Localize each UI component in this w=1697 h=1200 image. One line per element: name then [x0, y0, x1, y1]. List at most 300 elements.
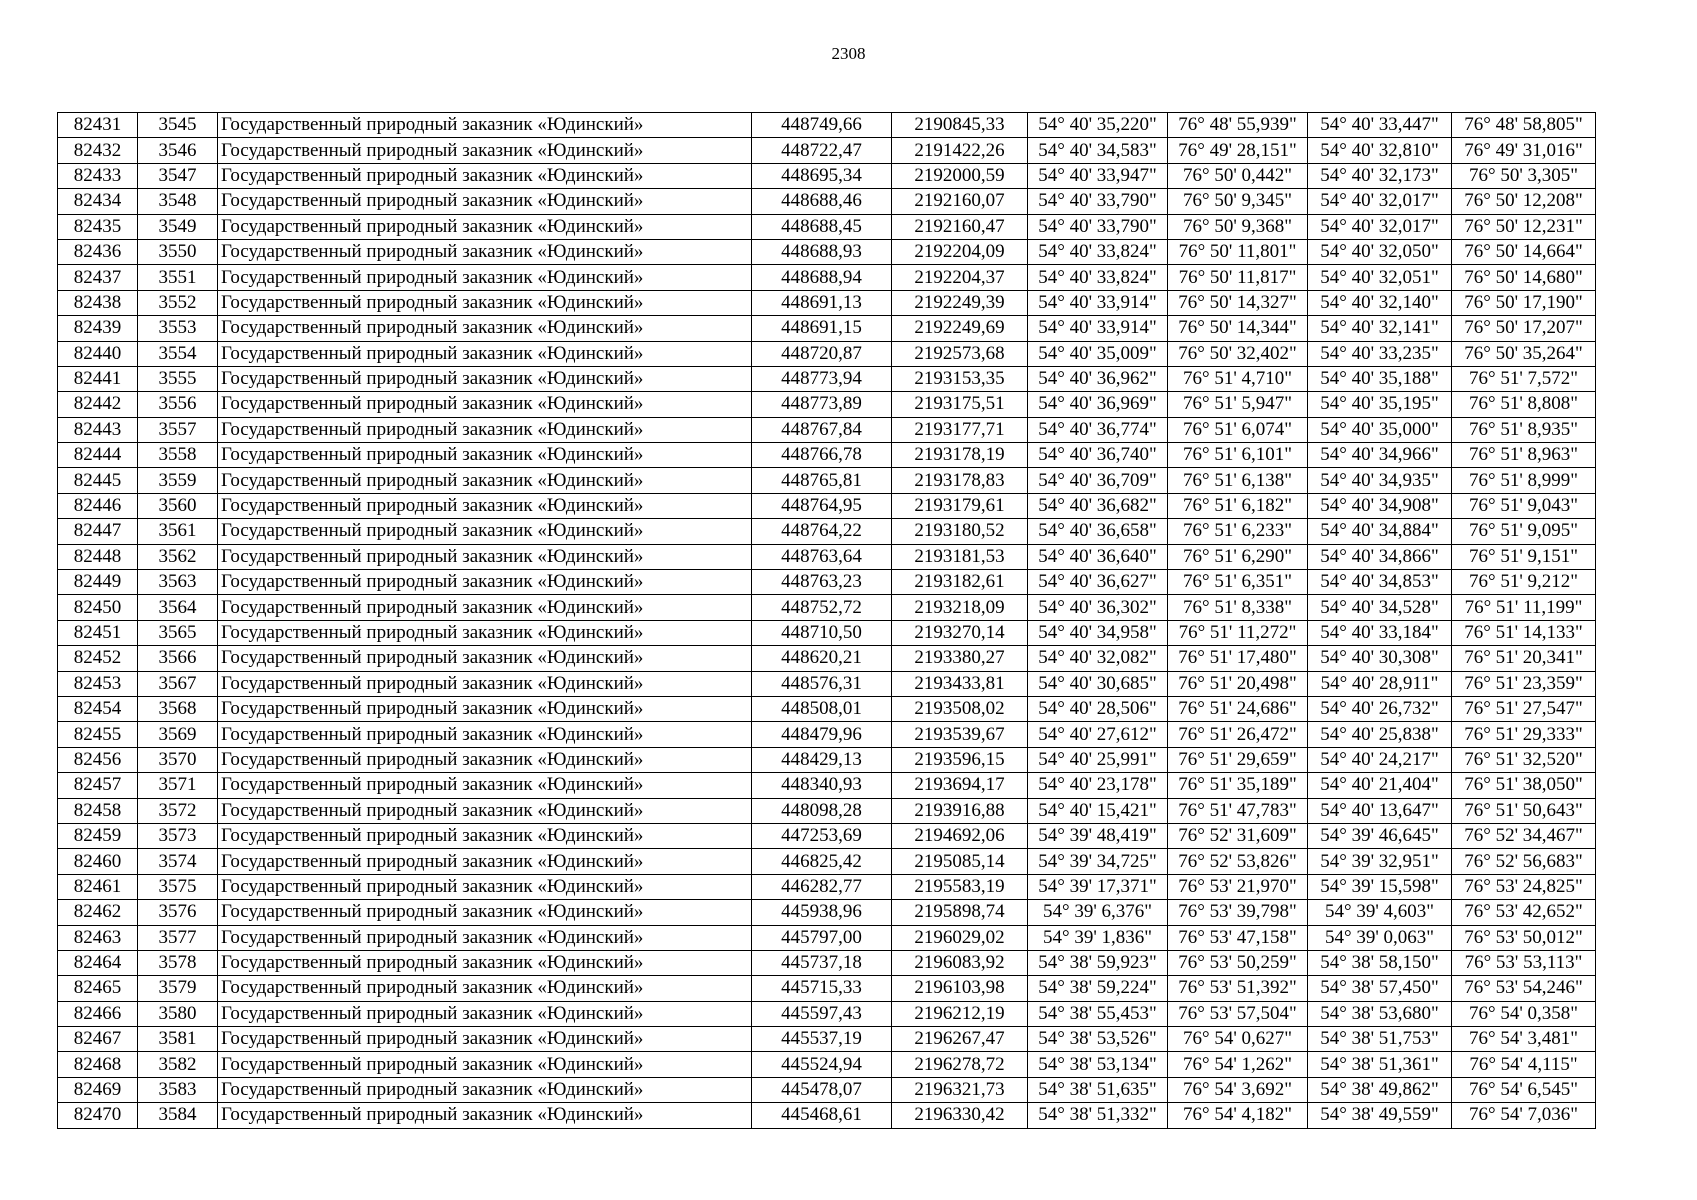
latitude-2-cell: 54° 40' 34,908": [1308, 493, 1452, 518]
longitude-2-cell: 76° 52' 34,467": [1452, 823, 1596, 848]
latitude-1-cell: 54° 40' 27,612": [1028, 722, 1168, 747]
longitude-1-cell: 76° 54' 0,627": [1168, 1027, 1308, 1052]
coord-y-cell: 2196029,02: [892, 925, 1028, 950]
latitude-2-cell: 54° 39' 32,951": [1308, 849, 1452, 874]
longitude-2-cell: 76° 51' 9,212": [1452, 570, 1596, 595]
latitude-2-cell: 54° 40' 34,866": [1308, 544, 1452, 569]
longitude-2-cell: 76° 51' 8,808": [1452, 392, 1596, 417]
row-number-cell: 82449: [58, 570, 138, 595]
longitude-2-cell: 76° 49' 31,016": [1452, 138, 1596, 163]
latitude-1-cell: 54° 40' 36,774": [1028, 417, 1168, 442]
coord-y-cell: 2193180,52: [892, 519, 1028, 544]
coord-y-cell: 2192204,09: [892, 239, 1028, 264]
longitude-1-cell: 76° 54' 3,692": [1168, 1077, 1308, 1102]
table-row: [58, 214, 1596, 239]
coord-x-cell: 448710,50: [752, 620, 892, 645]
page-number: 2308: [831, 44, 866, 63]
territory-name-cell: Государственный природный заказник «Юдинский»: [218, 493, 752, 518]
coord-x-cell: 448691,15: [752, 316, 892, 341]
latitude-2-cell: 54° 40' 33,184": [1308, 620, 1452, 645]
longitude-2-cell: 76° 53' 42,652": [1452, 900, 1596, 925]
latitude-2-cell: 54° 40' 32,140": [1308, 290, 1452, 315]
longitude-2-cell: 76° 51' 50,643": [1452, 798, 1596, 823]
latitude-1-cell: 54° 40' 36,740": [1028, 443, 1168, 468]
point-number-cell: 3583: [138, 1077, 218, 1102]
coord-y-cell: 2192000,59: [892, 163, 1028, 188]
territory-name-cell: Государственный природный заказник «Юдинский»: [218, 747, 752, 772]
coord-x-cell: 448773,89: [752, 392, 892, 417]
row-number-cell: 82459: [58, 823, 138, 848]
longitude-2-cell: 76° 51' 27,547": [1452, 696, 1596, 721]
longitude-1-cell: 76° 51' 6,290": [1168, 544, 1308, 569]
longitude-1-cell: 76° 52' 53,826": [1168, 849, 1308, 874]
territory-name-cell: Государственный природный заказник «Юдинский»: [218, 544, 752, 569]
coord-y-cell: 2196330,42: [892, 1103, 1028, 1128]
table-row: [58, 113, 1596, 138]
territory-name-cell: Государственный природный заказник «Юдинский»: [218, 823, 752, 848]
table-row: [58, 417, 1596, 442]
latitude-1-cell: 54° 39' 48,419": [1028, 823, 1168, 848]
territory-name-cell: Государственный природный заказник «Юдинский»: [218, 874, 752, 899]
row-number-cell: 82444: [58, 443, 138, 468]
latitude-2-cell: 54° 40' 34,935": [1308, 468, 1452, 493]
latitude-2-cell: 54° 40' 28,911": [1308, 671, 1452, 696]
row-number-cell: 82461: [58, 874, 138, 899]
latitude-2-cell: 54° 38' 57,450": [1308, 976, 1452, 1001]
coord-x-cell: 445737,18: [752, 950, 892, 975]
coord-y-cell: 2193182,61: [892, 570, 1028, 595]
point-number-cell: 3580: [138, 1001, 218, 1026]
territory-name-cell: Государственный природный заказник «Юдинский»: [218, 113, 752, 138]
latitude-2-cell: 54° 40' 35,195": [1308, 392, 1452, 417]
row-number-cell: 82462: [58, 900, 138, 925]
coord-y-cell: 2193916,88: [892, 798, 1028, 823]
coord-y-cell: 2192204,37: [892, 265, 1028, 290]
coord-x-cell: 448688,46: [752, 189, 892, 214]
point-number-cell: 3569: [138, 722, 218, 747]
row-number-cell: 82443: [58, 417, 138, 442]
latitude-2-cell: 54° 40' 21,404": [1308, 773, 1452, 798]
coord-y-cell: 2193433,81: [892, 671, 1028, 696]
latitude-1-cell: 54° 40' 34,958": [1028, 620, 1168, 645]
longitude-1-cell: 76° 51' 6,182": [1168, 493, 1308, 518]
coord-y-cell: 2196321,73: [892, 1077, 1028, 1102]
table-row: [58, 722, 1596, 747]
coord-x-cell: 448691,13: [752, 290, 892, 315]
territory-name-cell: Государственный природный заказник «Юдинский»: [218, 443, 752, 468]
coordinates-table: [57, 112, 1596, 1129]
point-number-cell: 3579: [138, 976, 218, 1001]
coord-y-cell: 2193508,02: [892, 696, 1028, 721]
territory-name-cell: Государственный природный заказник «Юдинский»: [218, 214, 752, 239]
point-number-cell: 3559: [138, 468, 218, 493]
latitude-1-cell: 54° 40' 36,302": [1028, 595, 1168, 620]
coord-y-cell: 2195898,74: [892, 900, 1028, 925]
longitude-2-cell: 76° 51' 14,133": [1452, 620, 1596, 645]
point-number-cell: 3578: [138, 950, 218, 975]
latitude-1-cell: 54° 38' 53,134": [1028, 1052, 1168, 1077]
point-number-cell: 3565: [138, 620, 218, 645]
point-number-cell: 3556: [138, 392, 218, 417]
table-row: [58, 1103, 1596, 1128]
coord-y-cell: 2193175,51: [892, 392, 1028, 417]
longitude-1-cell: 76° 51' 35,189": [1168, 773, 1308, 798]
longitude-2-cell: 76° 54' 7,036": [1452, 1103, 1596, 1128]
table-row: [58, 950, 1596, 975]
latitude-1-cell: 54° 38' 55,453": [1028, 1001, 1168, 1026]
point-number-cell: 3549: [138, 214, 218, 239]
longitude-1-cell: 76° 50' 9,368": [1168, 214, 1308, 239]
longitude-2-cell: 76° 54' 0,358": [1452, 1001, 1596, 1026]
territory-name-cell: Государственный природный заказник «Юдинский»: [218, 696, 752, 721]
coord-y-cell: 2193178,19: [892, 443, 1028, 468]
latitude-1-cell: 54° 40' 35,220": [1028, 113, 1168, 138]
longitude-1-cell: 76° 51' 20,498": [1168, 671, 1308, 696]
point-number-cell: 3560: [138, 493, 218, 518]
row-number-cell: 82466: [58, 1001, 138, 1026]
longitude-2-cell: 76° 53' 50,012": [1452, 925, 1596, 950]
latitude-1-cell: 54° 40' 34,583": [1028, 138, 1168, 163]
latitude-2-cell: 54° 40' 34,853": [1308, 570, 1452, 595]
table-row: [58, 163, 1596, 188]
coord-x-cell: 448722,47: [752, 138, 892, 163]
territory-name-cell: Государственный природный заказник «Юдинский»: [218, 163, 752, 188]
longitude-1-cell: 76° 54' 4,182": [1168, 1103, 1308, 1128]
coord-y-cell: 2195583,19: [892, 874, 1028, 899]
latitude-1-cell: 54° 39' 17,371": [1028, 874, 1168, 899]
latitude-1-cell: 54° 40' 33,790": [1028, 214, 1168, 239]
point-number-cell: 3564: [138, 595, 218, 620]
territory-name-cell: Государственный природный заказник «Юдинский»: [218, 646, 752, 671]
row-number-cell: 82450: [58, 595, 138, 620]
latitude-1-cell: 54° 38' 53,526": [1028, 1027, 1168, 1052]
point-number-cell: 3567: [138, 671, 218, 696]
coord-y-cell: 2193153,35: [892, 366, 1028, 391]
coord-x-cell: 448763,64: [752, 544, 892, 569]
table-row: [58, 316, 1596, 341]
coord-y-cell: 2196103,98: [892, 976, 1028, 1001]
territory-name-cell: Государственный природный заказник «Юдинский»: [218, 1077, 752, 1102]
longitude-2-cell: 76° 50' 12,208": [1452, 189, 1596, 214]
table-row: [58, 239, 1596, 264]
row-number-cell: 82457: [58, 773, 138, 798]
longitude-1-cell: 76° 53' 21,970": [1168, 874, 1308, 899]
latitude-1-cell: 54° 40' 15,421": [1028, 798, 1168, 823]
coord-x-cell: 445797,00: [752, 925, 892, 950]
longitude-2-cell: 76° 51' 38,050": [1452, 773, 1596, 798]
territory-name-cell: Государственный природный заказник «Юдинский»: [218, 392, 752, 417]
latitude-1-cell: 54° 39' 1,836": [1028, 925, 1168, 950]
coord-y-cell: 2192160,07: [892, 189, 1028, 214]
territory-name-cell: Государственный природный заказник «Юдинский»: [218, 189, 752, 214]
row-number-cell: 82467: [58, 1027, 138, 1052]
coord-y-cell: 2196212,19: [892, 1001, 1028, 1026]
point-number-cell: 3551: [138, 265, 218, 290]
row-number-cell: 82439: [58, 316, 138, 341]
row-number-cell: 82451: [58, 620, 138, 645]
latitude-1-cell: 54° 39' 6,376": [1028, 900, 1168, 925]
coord-x-cell: 448340,93: [752, 773, 892, 798]
latitude-2-cell: 54° 40' 34,528": [1308, 595, 1452, 620]
coord-x-cell: 448752,72: [752, 595, 892, 620]
table-row: [58, 900, 1596, 925]
longitude-1-cell: 76° 51' 6,101": [1168, 443, 1308, 468]
territory-name-cell: Государственный природный заказник «Юдинский»: [218, 417, 752, 442]
latitude-1-cell: 54° 39' 34,725": [1028, 849, 1168, 874]
latitude-2-cell: 54° 38' 51,361": [1308, 1052, 1452, 1077]
longitude-1-cell: 76° 51' 6,074": [1168, 417, 1308, 442]
point-number-cell: 3568: [138, 696, 218, 721]
latitude-1-cell: 54° 40' 33,947": [1028, 163, 1168, 188]
table-row: [58, 1001, 1596, 1026]
longitude-2-cell: 76° 50' 35,264": [1452, 341, 1596, 366]
latitude-2-cell: 54° 40' 32,810": [1308, 138, 1452, 163]
table-row: [58, 468, 1596, 493]
coord-x-cell: 448479,96: [752, 722, 892, 747]
longitude-1-cell: 76° 51' 11,272": [1168, 620, 1308, 645]
longitude-1-cell: 76° 51' 5,947": [1168, 392, 1308, 417]
latitude-1-cell: 54° 40' 28,506": [1028, 696, 1168, 721]
point-number-cell: 3581: [138, 1027, 218, 1052]
longitude-2-cell: 76° 51' 29,333": [1452, 722, 1596, 747]
latitude-2-cell: 54° 38' 51,753": [1308, 1027, 1452, 1052]
coord-x-cell: 448429,13: [752, 747, 892, 772]
row-number-cell: 82447: [58, 519, 138, 544]
coord-y-cell: 2196278,72: [892, 1052, 1028, 1077]
coord-x-cell: 445938,96: [752, 900, 892, 925]
point-number-cell: 3570: [138, 747, 218, 772]
coord-x-cell: 447253,69: [752, 823, 892, 848]
coord-y-cell: 2193596,15: [892, 747, 1028, 772]
latitude-2-cell: 54° 38' 53,680": [1308, 1001, 1452, 1026]
point-number-cell: 3574: [138, 849, 218, 874]
row-number-cell: 82463: [58, 925, 138, 950]
latitude-2-cell: 54° 40' 26,732": [1308, 696, 1452, 721]
table-row: [58, 519, 1596, 544]
point-number-cell: 3555: [138, 366, 218, 391]
table-row: [58, 671, 1596, 696]
coord-x-cell: 448688,93: [752, 239, 892, 264]
coord-x-cell: 448576,31: [752, 671, 892, 696]
longitude-1-cell: 76° 48' 55,939": [1168, 113, 1308, 138]
row-number-cell: 82434: [58, 189, 138, 214]
latitude-2-cell: 54° 40' 32,050": [1308, 239, 1452, 264]
table-row: [58, 290, 1596, 315]
row-number-cell: 82470: [58, 1103, 138, 1128]
table-row: [58, 341, 1596, 366]
longitude-1-cell: 76° 50' 11,801": [1168, 239, 1308, 264]
territory-name-cell: Государственный природный заказник «Юдинский»: [218, 570, 752, 595]
coord-y-cell: 2196083,92: [892, 950, 1028, 975]
latitude-2-cell: 54° 40' 35,000": [1308, 417, 1452, 442]
territory-name-cell: Государственный природный заказник «Юдинский»: [218, 468, 752, 493]
point-number-cell: 3566: [138, 646, 218, 671]
point-number-cell: 3577: [138, 925, 218, 950]
longitude-2-cell: 76° 51' 7,572": [1452, 366, 1596, 391]
row-number-cell: 82440: [58, 341, 138, 366]
latitude-2-cell: 54° 40' 35,188": [1308, 366, 1452, 391]
territory-name-cell: Государственный природный заказник «Юдинский»: [218, 290, 752, 315]
coord-x-cell: 445524,94: [752, 1052, 892, 1077]
longitude-1-cell: 76° 51' 17,480": [1168, 646, 1308, 671]
longitude-2-cell: 76° 50' 14,664": [1452, 239, 1596, 264]
longitude-2-cell: 76° 51' 8,963": [1452, 443, 1596, 468]
longitude-2-cell: 76° 53' 54,246": [1452, 976, 1596, 1001]
longitude-2-cell: 76° 51' 20,341": [1452, 646, 1596, 671]
latitude-2-cell: 54° 40' 24,217": [1308, 747, 1452, 772]
coord-x-cell: 445597,43: [752, 1001, 892, 1026]
latitude-1-cell: 54° 40' 36,658": [1028, 519, 1168, 544]
longitude-1-cell: 76° 50' 0,442": [1168, 163, 1308, 188]
point-number-cell: 3553: [138, 316, 218, 341]
coord-y-cell: 2193179,61: [892, 493, 1028, 518]
longitude-2-cell: 76° 52' 56,683": [1452, 849, 1596, 874]
coord-x-cell: 445715,33: [752, 976, 892, 1001]
point-number-cell: 3563: [138, 570, 218, 595]
longitude-2-cell: 76° 50' 14,680": [1452, 265, 1596, 290]
latitude-1-cell: 54° 40' 33,824": [1028, 239, 1168, 264]
point-number-cell: 3584: [138, 1103, 218, 1128]
coord-y-cell: 2193694,17: [892, 773, 1028, 798]
territory-name-cell: Государственный природный заказник «Юдинский»: [218, 341, 752, 366]
row-number-cell: 82452: [58, 646, 138, 671]
table-row: [58, 544, 1596, 569]
coord-y-cell: 2193181,53: [892, 544, 1028, 569]
latitude-2-cell: 54° 39' 4,603": [1308, 900, 1452, 925]
coord-x-cell: 448763,23: [752, 570, 892, 595]
latitude-2-cell: 54° 39' 0,063": [1308, 925, 1452, 950]
territory-name-cell: Государственный природный заказник «Юдинский»: [218, 925, 752, 950]
territory-name-cell: Государственный природный заказник «Юдинский»: [218, 1027, 752, 1052]
point-number-cell: 3554: [138, 341, 218, 366]
latitude-1-cell: 54° 38' 59,923": [1028, 950, 1168, 975]
row-number-cell: 82441: [58, 366, 138, 391]
longitude-1-cell: 76° 51' 8,338": [1168, 595, 1308, 620]
table-row: [58, 773, 1596, 798]
territory-name-cell: Государственный природный заказник «Юдинский»: [218, 595, 752, 620]
coord-y-cell: 2193177,71: [892, 417, 1028, 442]
row-number-cell: 82465: [58, 976, 138, 1001]
longitude-1-cell: 76° 51' 6,233": [1168, 519, 1308, 544]
longitude-1-cell: 76° 53' 39,798": [1168, 900, 1308, 925]
longitude-2-cell: 76° 50' 3,305": [1452, 163, 1596, 188]
latitude-2-cell: 54° 40' 32,017": [1308, 214, 1452, 239]
row-number-cell: 82446: [58, 493, 138, 518]
latitude-2-cell: 54° 38' 58,150": [1308, 950, 1452, 975]
longitude-1-cell: 76° 51' 47,783": [1168, 798, 1308, 823]
territory-name-cell: Государственный природный заказник «Юдинский»: [218, 138, 752, 163]
coord-x-cell: 448098,28: [752, 798, 892, 823]
latitude-1-cell: 54° 40' 33,824": [1028, 265, 1168, 290]
coord-x-cell: 446282,77: [752, 874, 892, 899]
longitude-1-cell: 76° 50' 32,402": [1168, 341, 1308, 366]
territory-name-cell: Государственный природный заказник «Юдинский»: [218, 671, 752, 696]
longitude-2-cell: 76° 54' 6,545": [1452, 1077, 1596, 1102]
longitude-1-cell: 76° 51' 6,351": [1168, 570, 1308, 595]
row-number-cell: 82455: [58, 722, 138, 747]
longitude-2-cell: 76° 51' 8,999": [1452, 468, 1596, 493]
longitude-2-cell: 76° 51' 9,151": [1452, 544, 1596, 569]
territory-name-cell: Государственный природный заказник «Юдинский»: [218, 1001, 752, 1026]
territory-name-cell: Государственный природный заказник «Юдинский»: [218, 798, 752, 823]
row-number-cell: 82456: [58, 747, 138, 772]
longitude-1-cell: 76° 50' 11,817": [1168, 265, 1308, 290]
table-row: [58, 620, 1596, 645]
territory-name-cell: Государственный природный заказник «Юдинский»: [218, 366, 752, 391]
row-number-cell: 82453: [58, 671, 138, 696]
point-number-cell: 3573: [138, 823, 218, 848]
row-number-cell: 82438: [58, 290, 138, 315]
longitude-1-cell: 76° 51' 26,472": [1168, 722, 1308, 747]
table-row: [58, 570, 1596, 595]
row-number-cell: 82433: [58, 163, 138, 188]
latitude-1-cell: 54° 38' 51,635": [1028, 1077, 1168, 1102]
coord-x-cell: 448766,78: [752, 443, 892, 468]
coord-x-cell: 448765,81: [752, 468, 892, 493]
latitude-2-cell: 54° 38' 49,559": [1308, 1103, 1452, 1128]
longitude-1-cell: 76° 51' 6,138": [1168, 468, 1308, 493]
longitude-1-cell: 76° 53' 50,259": [1168, 950, 1308, 975]
latitude-2-cell: 54° 40' 34,884": [1308, 519, 1452, 544]
latitude-1-cell: 54° 40' 32,082": [1028, 646, 1168, 671]
table-row: [58, 138, 1596, 163]
longitude-1-cell: 76° 52' 31,609": [1168, 823, 1308, 848]
coord-y-cell: 2192573,68: [892, 341, 1028, 366]
longitude-1-cell: 76° 50' 9,345": [1168, 189, 1308, 214]
row-number-cell: 82448: [58, 544, 138, 569]
territory-name-cell: Государственный природный заказник «Юдинский»: [218, 316, 752, 341]
point-number-cell: 3575: [138, 874, 218, 899]
latitude-1-cell: 54° 40' 36,682": [1028, 493, 1168, 518]
latitude-1-cell: 54° 40' 36,969": [1028, 392, 1168, 417]
coord-y-cell: 2193270,14: [892, 620, 1028, 645]
latitude-2-cell: 54° 40' 25,838": [1308, 722, 1452, 747]
point-number-cell: 3546: [138, 138, 218, 163]
territory-name-cell: Государственный природный заказник «Юдинский»: [218, 239, 752, 264]
latitude-2-cell: 54° 40' 32,051": [1308, 265, 1452, 290]
row-number-cell: 82458: [58, 798, 138, 823]
territory-name-cell: Государственный природный заказник «Юдинский»: [218, 519, 752, 544]
longitude-1-cell: 76° 51' 4,710": [1168, 366, 1308, 391]
territory-name-cell: Государственный природный заказник «Юдинский»: [218, 1103, 752, 1128]
longitude-1-cell: 76° 53' 57,504": [1168, 1001, 1308, 1026]
longitude-1-cell: 76° 51' 24,686": [1168, 696, 1308, 721]
longitude-1-cell: 76° 54' 1,262": [1168, 1052, 1308, 1077]
table-row: [58, 366, 1596, 391]
longitude-2-cell: 76° 53' 53,113": [1452, 950, 1596, 975]
coord-x-cell: 448749,66: [752, 113, 892, 138]
table-row: [58, 1077, 1596, 1102]
territory-name-cell: Государственный природный заказник «Юдинский»: [218, 1052, 752, 1077]
latitude-2-cell: 54° 40' 32,017": [1308, 189, 1452, 214]
point-number-cell: 3550: [138, 239, 218, 264]
longitude-2-cell: 76° 54' 4,115": [1452, 1052, 1596, 1077]
longitude-2-cell: 76° 53' 24,825": [1452, 874, 1596, 899]
latitude-1-cell: 54° 40' 33,914": [1028, 290, 1168, 315]
coord-y-cell: 2192249,39: [892, 290, 1028, 315]
coord-y-cell: 2190845,33: [892, 113, 1028, 138]
latitude-1-cell: 54° 40' 36,962": [1028, 366, 1168, 391]
coord-x-cell: 446825,42: [752, 849, 892, 874]
latitude-1-cell: 54° 40' 23,178": [1028, 773, 1168, 798]
table-row: [58, 874, 1596, 899]
coord-x-cell: 448767,84: [752, 417, 892, 442]
latitude-2-cell: 54° 40' 33,447": [1308, 113, 1452, 138]
territory-name-cell: Государственный природный заказник «Юдинский»: [218, 620, 752, 645]
latitude-2-cell: 54° 39' 46,645": [1308, 823, 1452, 848]
latitude-1-cell: 54° 40' 36,627": [1028, 570, 1168, 595]
point-number-cell: 3582: [138, 1052, 218, 1077]
